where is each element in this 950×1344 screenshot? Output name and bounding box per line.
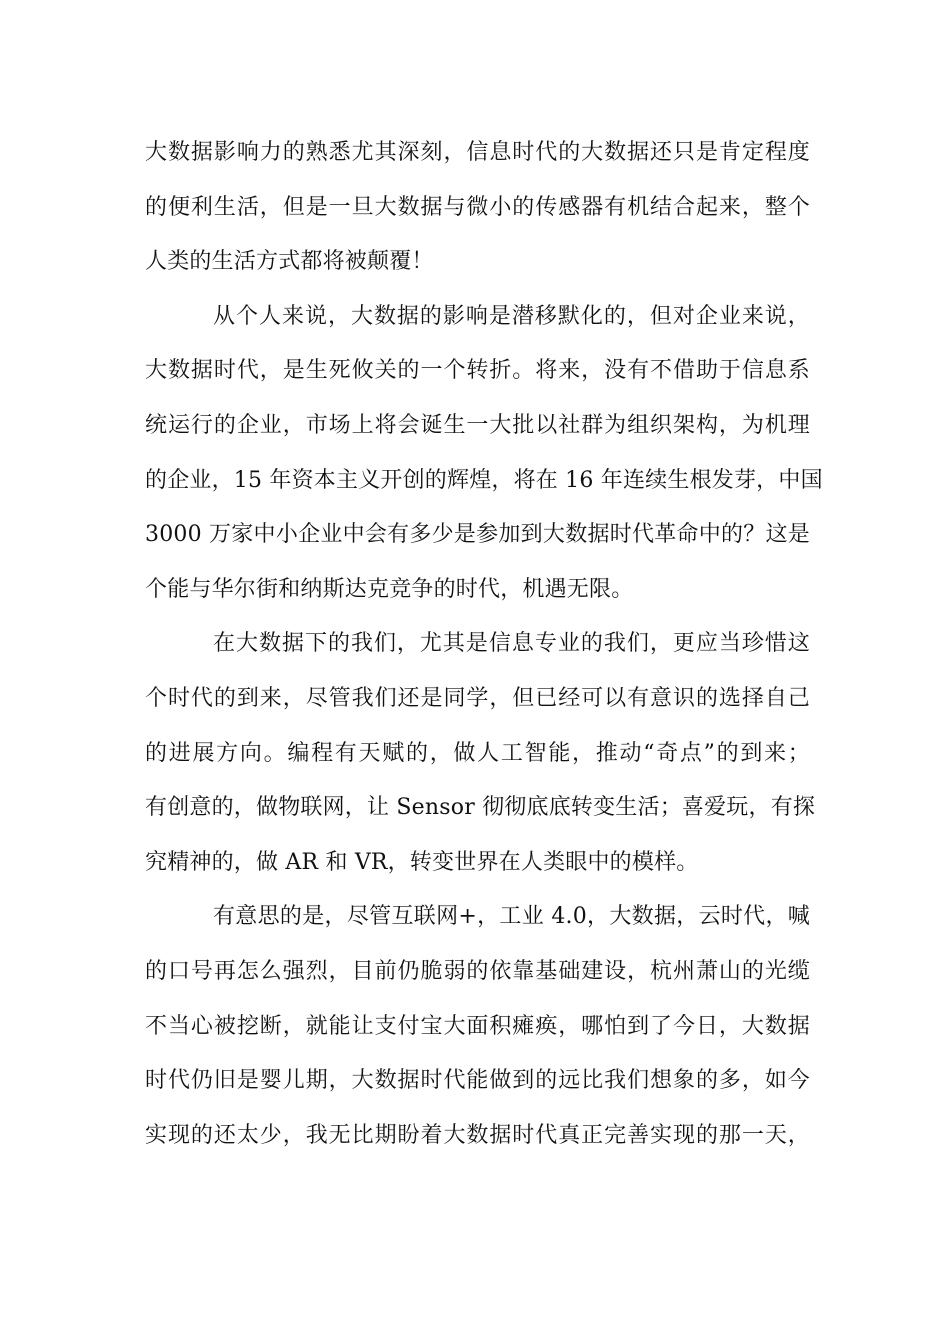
paragraph xyxy=(145,621,816,894)
text-line: 统运行的企业，市场上将会诞生一大批以社群为组织架构，为机理 xyxy=(145,412,810,438)
text-line: 的口号再怎么强烈，目前仍脆弱的依靠基础建设，杭州萧山的光缆 xyxy=(145,958,810,984)
text-line: 人类的生活方式都将被颠覆！ xyxy=(145,249,434,275)
text-line: 从个人来说，大数据的影响是潜移默化的，但对企业来说， xyxy=(213,303,810,329)
document-body xyxy=(145,130,823,1167)
text-line: 不当心被挖断，就能让支付宝大面积瘫痪，哪怕到了今日，大数据 xyxy=(145,1013,810,1039)
paragraph xyxy=(145,130,810,294)
text-line: 大数据影响力的熟悉尤其深刻，信息时代的大数据还只是肯定程度 xyxy=(145,140,810,165)
text-line: 的进展方向。编程有天赋的，做人工智能，推动“奇点”的到来； xyxy=(145,740,810,766)
text-line: 有创意的，做物联网，让 Sensor 彻彻底底转变生活；喜爱玩，有探 xyxy=(145,795,816,821)
text-line: 大数据时代，是生死攸关的一个转折。将来，没有不借助于信息系 xyxy=(145,358,810,384)
text-line: 个能与华尔街和纳斯达克竞争的时代，机遇无限。 xyxy=(145,576,634,602)
text-line: 的企业，15 年资本主义开创的辉煌，将在 16 年连续生根发芽，中国 xyxy=(145,467,823,493)
text-line: 在大数据下的我们，尤其是信息专业的我们，更应当珍惜这 xyxy=(213,631,810,657)
text-line: 究精神的，做 AR 和 VR，转变世界在人类眼中的模样。 xyxy=(145,849,699,875)
text-line: 的便利生活，但是一旦大数据与微小的传感器有机结合起来，整个 xyxy=(145,194,810,220)
text-line: 3000 万家中小企业中会有多少是参加到大数据时代革命中的？这是 xyxy=(145,522,810,548)
paragraph xyxy=(145,294,823,622)
paragraph xyxy=(145,894,810,1167)
text-line: 个时代的到来，尽管我们还是同学，但已经可以有意识的选择自己 xyxy=(145,685,810,711)
text-line: 有意思的是，尽管互联网+，工业 4.0，大数据，云时代，喊 xyxy=(213,904,810,930)
text-line: 实现的还太少，我无比期盼着大数据时代真正完善实现的那一天， xyxy=(145,1122,810,1148)
text-line: 时代仍旧是婴儿期，大数据时代能做到的远比我们想象的多，如今 xyxy=(145,1068,810,1094)
